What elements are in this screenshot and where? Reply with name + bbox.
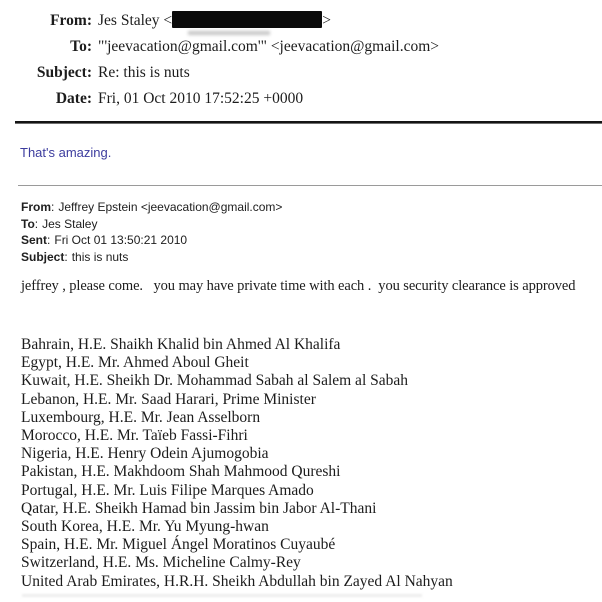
to-label: To: bbox=[70, 38, 92, 55]
from-value bbox=[98, 8, 602, 34]
header-row-to bbox=[0, 34, 602, 60]
quoted-header bbox=[21, 199, 602, 265]
quoted-row-subject bbox=[21, 249, 602, 266]
header-row-subject bbox=[0, 60, 602, 86]
dignitaries-list bbox=[21, 336, 602, 591]
colon: : bbox=[51, 200, 55, 214]
list-item: Nigeria, H.E. Henry Odein Ajumogobia bbox=[21, 445, 269, 463]
quoted-to-label: To bbox=[21, 216, 35, 231]
list-item: Spain, H.E. Mr. Miguel Ángel Moratinos Cuyaubé bbox=[21, 536, 336, 554]
quoted-from-value: Jeffrey Epstein <jeevacation@gmail.com> bbox=[58, 200, 283, 214]
subject-label: Subject: bbox=[36, 64, 92, 81]
list-item: Bahrain, H.E. Shaikh Khalid bin Ahmed Al Khalifa bbox=[21, 336, 341, 353]
header-row-from bbox=[0, 8, 602, 34]
quoted-from-label: From bbox=[21, 200, 51, 214]
quoted-to-value: Jes Staley bbox=[42, 216, 98, 231]
quoted-row-sent bbox=[21, 232, 602, 249]
list-item: Switzerland, H.E. Ms. Micheline Calmy-Rey bbox=[21, 554, 301, 572]
list-item: United Arab Emirates, H.R.H. Sheikh Abdullah bin Zayed Al Nahyan bbox=[21, 572, 453, 590]
list-item: Egypt, H.E. Mr. Ahmed Aboul Gheit bbox=[21, 354, 249, 372]
reply-message: That's amazing. bbox=[20, 145, 112, 160]
subject-value: Re: this is nuts bbox=[98, 64, 190, 81]
quoted-message-intro: jeffrey , please come. you may have private time with each . you security clearance is approved bbox=[21, 278, 576, 294]
colon: : bbox=[64, 249, 68, 264]
list-item: Lebanon, H.E. Mr. Saad Harari, Prime Minister bbox=[21, 390, 316, 408]
header-row-date bbox=[0, 86, 602, 112]
reply-header bbox=[0, 0, 602, 112]
list-item: Qatar, H.E. Sheikh Hamad bin Jassim bin Jabor Al-Thani bbox=[21, 499, 377, 517]
quoted-sent-value: Fri Oct 01 13:50:21 2010 bbox=[54, 233, 188, 247]
from-name: Jes Staley < bbox=[98, 12, 173, 29]
separator-thin bbox=[18, 185, 602, 186]
from-label: From: bbox=[50, 12, 92, 29]
list-item: Morocco, H.E. Mr. Taïeb Fassi-Fihri bbox=[21, 427, 248, 445]
date-label: Date: bbox=[55, 90, 92, 107]
list-item: Kuwait, H.E. Sheikh Dr. Mohammad Sabah al Salem al Sabah bbox=[21, 372, 409, 390]
scan-artifact bbox=[22, 594, 422, 597]
list-item: Luxembourg, H.E. Mr. Jean Asselborn bbox=[21, 408, 261, 426]
quoted-sent-label: Sent bbox=[21, 233, 48, 247]
redaction-bar bbox=[172, 11, 322, 28]
from-close-bracket: > bbox=[322, 12, 331, 29]
list-item: South Korea, H.E. Mr. Yu Myung-hwan bbox=[21, 518, 269, 536]
separator-thick bbox=[15, 121, 602, 124]
colon: : bbox=[34, 216, 39, 231]
colon: : bbox=[47, 233, 51, 247]
quoted-row-from bbox=[21, 199, 602, 216]
list-item: Portugal, H.E. Mr. Luis Filipe Marques Amado bbox=[21, 481, 314, 499]
quoted-subject-value: this is nuts bbox=[71, 249, 129, 264]
quoted-row-to bbox=[21, 216, 602, 233]
to-value: "'jeevacation@gmail.com'" <jeevacation@gmail.com> bbox=[98, 38, 439, 55]
quoted-subject-label: Subject bbox=[21, 249, 65, 264]
list-item: Pakistan, H.E. Makhdoom Shah Mahmood Qureshi bbox=[21, 463, 341, 481]
date-value: Fri, 01 Oct 2010 17:52:25 +0000 bbox=[98, 90, 304, 107]
